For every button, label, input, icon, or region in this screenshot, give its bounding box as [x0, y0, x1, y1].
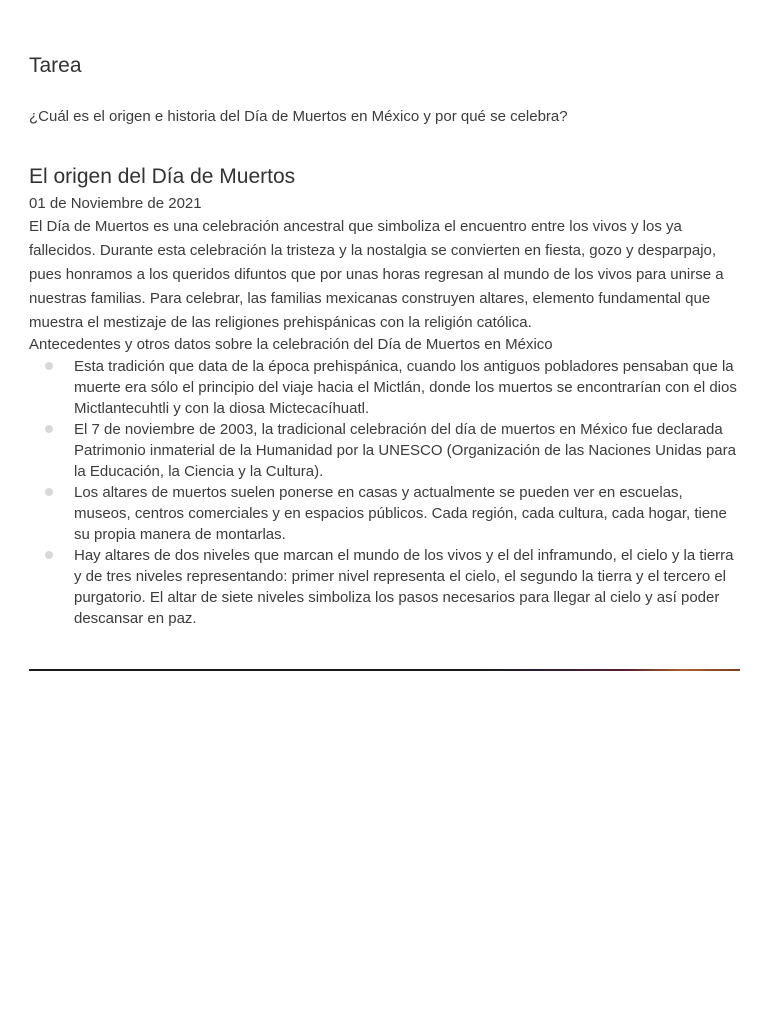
article-title: El origen del Día de Muertos	[29, 165, 296, 188]
bullet-icon	[45, 488, 53, 496]
list-item	[74, 482, 740, 545]
list-item-text: Esta tradición que data de la época prehispánica, cuando los antiguos pobladores pensaban que la muerte era sólo el principio del viaje hacia el Mictlán, donde los muertos se encontrarían con el dios Mictlantecuhtli y con la diosa Mictecacíhuatl.	[74, 358, 737, 417]
list-item	[74, 419, 740, 482]
page-heading: Tarea	[29, 54, 82, 77]
bullet-icon	[45, 425, 53, 433]
list-item	[74, 356, 740, 419]
list-item-text: El 7 de noviembre de 2003, la tradicional celebración del día de muertos en México fue declarada Patrimonio inmaterial de la Humanidad por la UNESCO (Organización de las Naciones Unidas para la Educación, la Ciencia y la Cultura).	[74, 421, 736, 480]
article	[29, 162, 740, 629]
section-subtitle: Antecedentes y otros datos sobre la celebración del Día de Muertos en México	[29, 336, 553, 353]
bullet-icon	[45, 551, 53, 559]
list-item-text: Hay altares de dos niveles que marcan el mundo de los vivos y el del inframundo, el cielo y la tierra y de tres niveles representando: primer nivel representa el cielo, el segundo la tierra y el tercero el purgatorio. El altar de siete niveles simboliza los pasos necesarios para llegar al cielo y así poder descansar en paz.	[74, 547, 734, 627]
facts-list	[29, 356, 740, 629]
list-item-text: Los altares de muertos suelen ponerse en casas y actualmente se pueden ver en escuelas, museos, centros comerciales y en espacios públicos. Cada región, cada cultura, cada hogar, tiene su propia manera de montarlas.	[74, 484, 727, 543]
list-item	[74, 545, 740, 629]
homework-question: ¿Cuál es el origen e historia del Día de Muertos en México y por qué se celebra?	[29, 108, 568, 125]
divider	[29, 669, 740, 671]
article-date: 01 de Noviembre de 2021	[29, 195, 202, 212]
article-body: El Día de Muertos es una celebración ancestral que simboliza el encuentro entre los vivos y los ya fallecidos. Durante esta celebración la tristeza y la nostalgia se convierten en fiesta, gozo y desparpajo, pues honramos a los queridos difuntos que por unas horas regresan al mundo de los vivos para unirse a nuestras familias. Para celebrar, las familias mexicanas construyen altares, elemento fundamental que muestra el mestizaje de las religiones prehispánicas con la religión católica.	[29, 218, 724, 331]
bullet-icon	[45, 362, 53, 370]
